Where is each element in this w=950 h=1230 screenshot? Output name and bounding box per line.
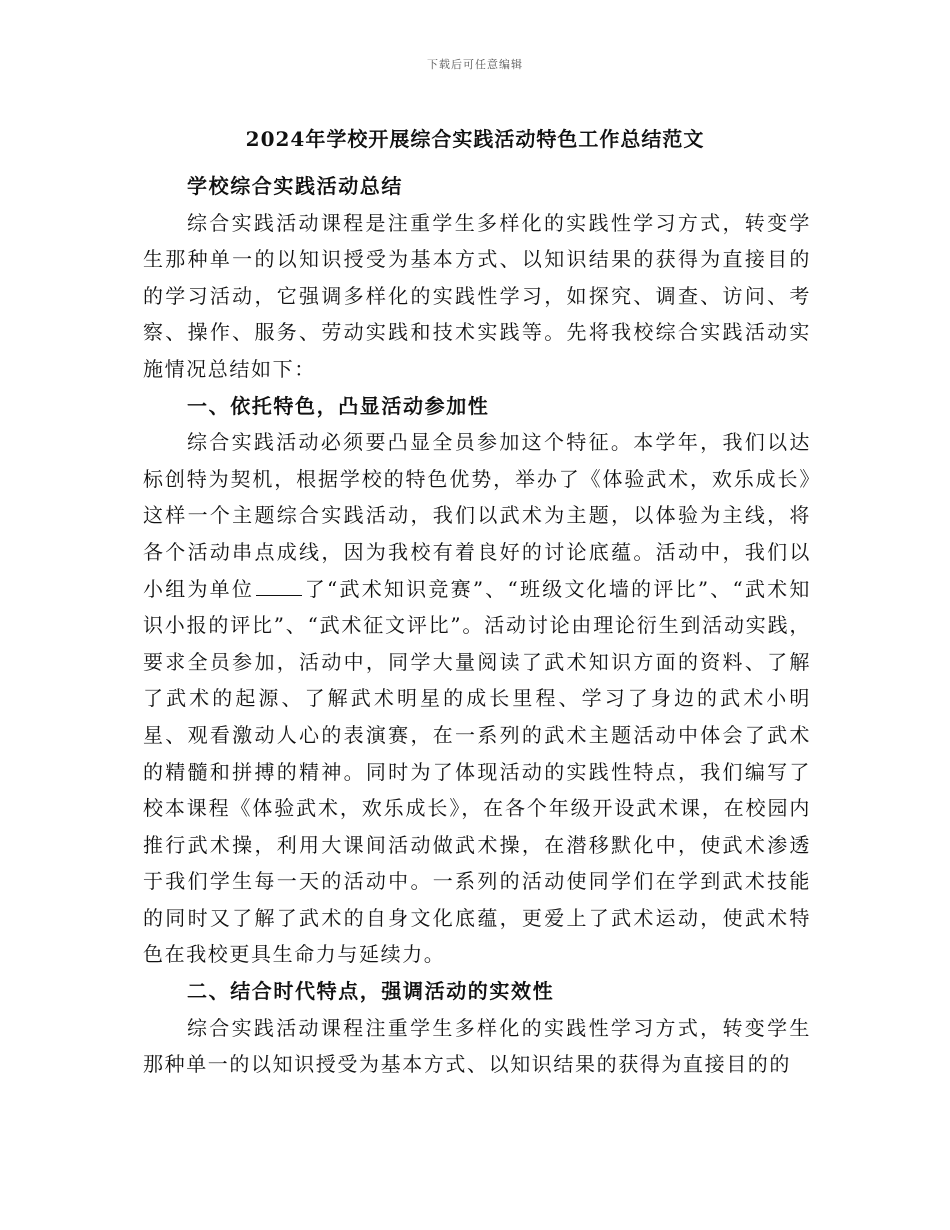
document-body <box>143 168 811 1083</box>
heading-2: 二、结合时代特点，强调活动的实效性 <box>187 979 555 1004</box>
paragraph-1 <box>143 424 811 973</box>
paragraph-1-part-1: 综合实践活动必须要凸显全员参加这个特征。本学年，我们以达标创特为契机，根据学校的特色优势，举办了《体验武术，欢乐成长》这样一个主题综合实践活动，我们以武术为主题，以体验为主线，将各个活动串点成线，因为我校有着良好的讨论底蕴。活动中，我们以小组为单位 <box>143 430 811 601</box>
intro-paragraph: 综合实践活动课程是注重学生多样化的实践性学习方式，转变学生那种单一的以知识授受为基本方式、以知识结果的获得为直接目的的学习活动，它强调多样化的实践性学习，如探究、调查、访问、考察、操作、服务、劳动实践和技术实践等。先将我校综合实践活动实施情况总结如下： <box>143 210 811 381</box>
fill-in-blank <box>256 577 302 596</box>
heading-1: 一、依托特色，凸显活动参加性 <box>187 393 490 418</box>
header-note: 下载后可任意编辑 <box>427 58 523 71</box>
paragraph-1-part-2: 了“武术知识竞赛”、“班级文化墙的评比”、“武术知识小报的评比”、“武术征文评比”。活动讨论由理论衍生到活动实践，要求全员参加，活动中，同学大量阅读了武术知识方面的资料、了解了武术的起源、了解武术明星的成长里程、学习了身边的武术小明星、观看激动人心的表演赛，在一系列的武术主题活动中体会了武术的精髓和拼搏的精神。同时为了体现活动的实践性特点，我们编写了校本课程《体验武术，欢乐成长》，在各个年级开设武术课，在校园内推行武术操，利用大课间活动做武术操，在潜移默化中，使武术渗透于我们学生每一天的活动中。一系列的活动使同学们在学到武术技能的同时又了解了武术的自身文化底蕴，更爱上了武术运动，使武术特色在我校更具生命力与延续力。 <box>143 576 812 967</box>
document-title: 2024年学校开展综合实践活动特色工作总结范文 <box>245 127 705 151</box>
paragraph-2: 综合实践活动课程注重学生多样化的实践性学习方式，转变学生那种单一的以知识授受为基本方式、以知识结果的获得为直接目的的 <box>143 1015 811 1077</box>
section-title: 学校综合实践活动总结 <box>187 174 403 198</box>
